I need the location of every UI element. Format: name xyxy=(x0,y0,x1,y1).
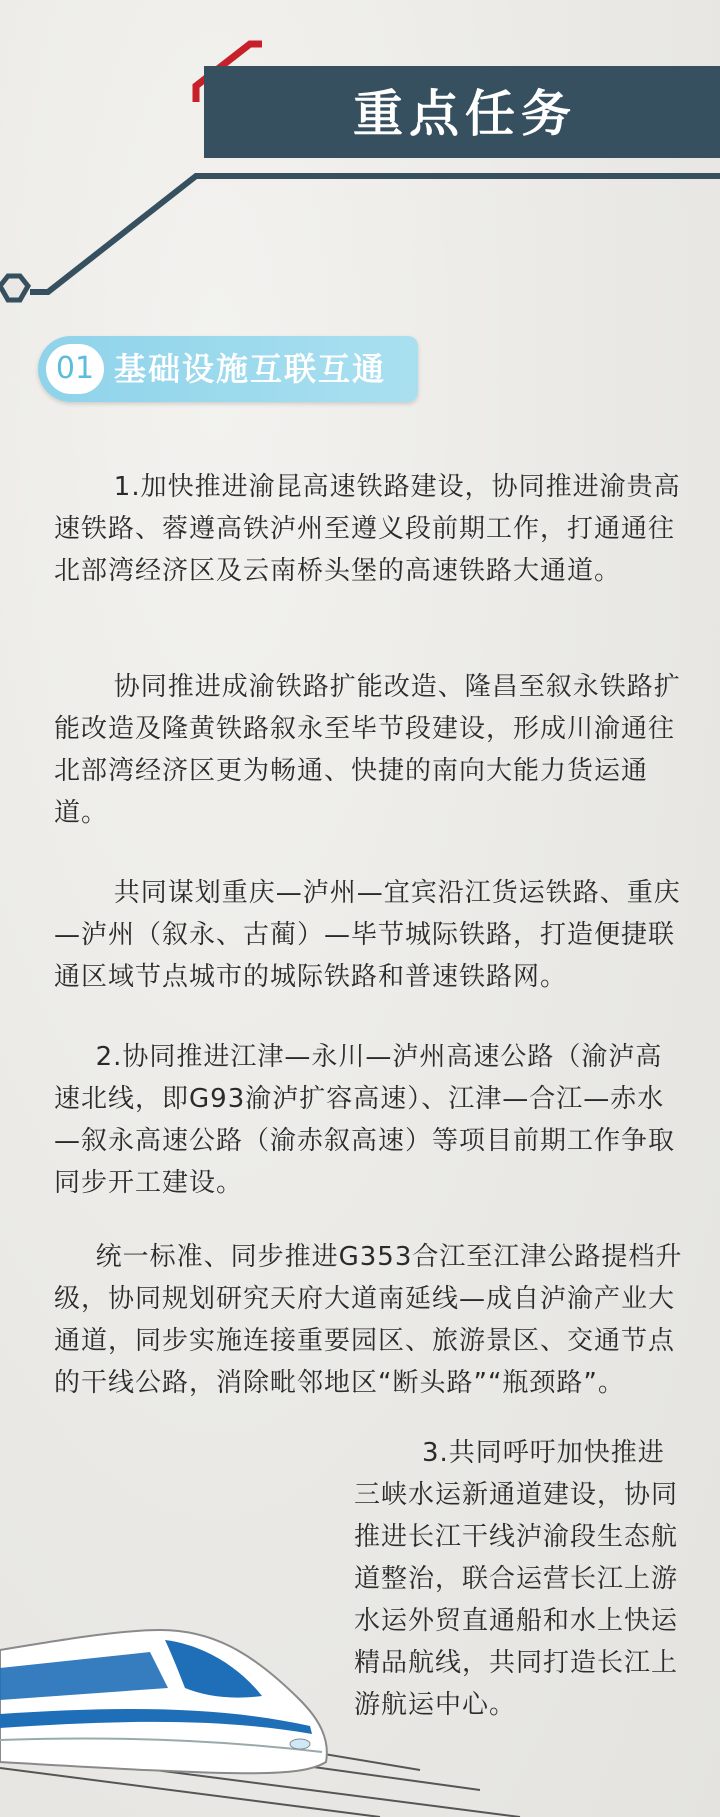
diagonal-line xyxy=(30,176,720,292)
header-decoration xyxy=(0,0,720,320)
paragraph-waterway-first-line: 3.共同呼吁加快推进 xyxy=(422,1438,665,1468)
train-illustration xyxy=(0,1500,720,1817)
train-icon xyxy=(0,1630,327,1773)
section-badge xyxy=(38,336,418,402)
hexagon-icon xyxy=(0,276,28,300)
section-number: 01 xyxy=(46,344,104,394)
paragraph-railway-3: 共同谋划重庆—泸州—宜宾沿江货运铁路、重庆—泸州（叙永、古蔺）—毕节城际铁路，打造便捷联通区域节点城市的城际铁路和普速铁路网。 xyxy=(54,878,681,992)
paragraph-railway-2: 协同推进成渝铁路扩能改造、隆昌至叙永铁路扩能改造及隆黄铁路叙永至毕节段建设，形成川渝通往北部湾经济区更为畅通、快捷的南向大能力货运通道。 xyxy=(54,672,681,828)
paragraph-highway-1: 2.协同推进江津—永川—泸州高速公路（渝泸高速北线，即G93渝泸扩容高速）、江津—合江—赤水—叙永高速公路（渝赤叙高速）等项目前期工作争取同步开工建设。 xyxy=(54,1042,676,1198)
paragraph-railway-1: 1.加快推进渝昆高速铁路建设，协同推进渝贵高速铁路、蓉遵高铁泸州至遵义段前期工作，打通通往北部湾经济区及云南桥头堡的高速铁路大通道。 xyxy=(54,472,681,586)
page-title: 重点任务 xyxy=(353,85,577,143)
paragraph-highway-2: 统一标准、同步推进G353合江至江津公路提档升级，协同规划研究天府大道南延线—成自泸渝产业大通道，同步实施连接重要园区、旅游景区、交通节点的干线公路，消除毗邻地区“断头路”“瓶颈路”。 xyxy=(54,1242,683,1398)
section-label: 基础设施互联互通 xyxy=(114,350,387,388)
paragraph-waterway-rest: 三峡水运新通道建设，协同推进长江干线泸渝段生态航道整治，联合运营长江上游水运外贸直通船和水上快运精品航线，共同打造长江上游航运中心。 xyxy=(354,1480,679,1720)
